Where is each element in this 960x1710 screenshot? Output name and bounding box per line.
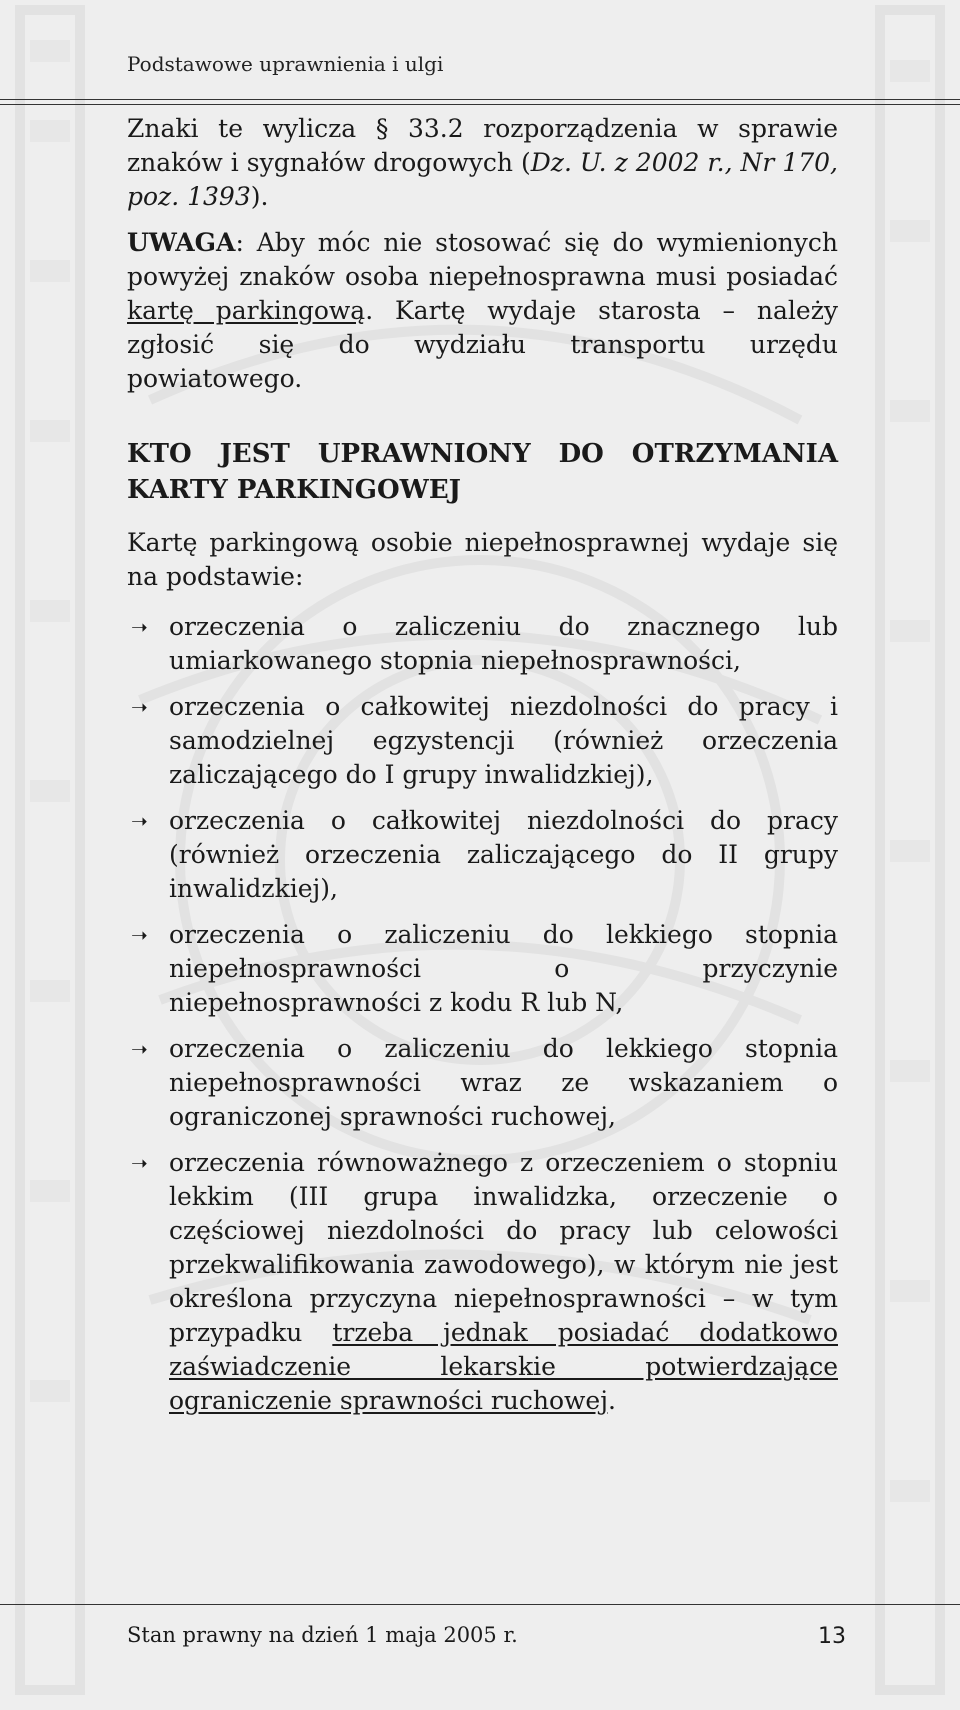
paragraph-signs (127, 112, 838, 214)
list-item (127, 1032, 838, 1134)
arrow-right-icon: ➝ (131, 809, 148, 833)
list-item (127, 690, 838, 792)
list-item (127, 610, 838, 678)
header-rule (0, 99, 960, 100)
arrow-right-icon: ➝ (131, 923, 148, 947)
paragraph-text: . Kartę wydaje starosta – należy zgłosić się do wydziału transportu urzędu powiatowego. (127, 296, 838, 393)
arrow-right-icon: ➝ (131, 695, 148, 719)
list-item (127, 1146, 838, 1418)
list-item-text: orzeczenia o zaliczeniu do znacznego lub umiarkowanego stopnia niepełnosprawności, (169, 612, 838, 675)
arrow-right-icon: ➝ (131, 1151, 148, 1175)
note-label: UWAGA (127, 228, 236, 257)
paragraph-note (127, 226, 838, 396)
list-item-text: orzeczenia o zaliczeniu do lekkiego stopnia niepełnosprawności o przyczynie niepełnosprawności z kodu R lub N, (169, 920, 838, 1017)
list-item-text: . (607, 1386, 616, 1415)
paragraph-text: : Aby móc nie stosować się do wymienionych powyżej znaków osoba niepełnosprawna musi posiadać (127, 228, 838, 291)
arrow-right-icon: ➝ (131, 615, 148, 639)
header-rule-thin (0, 104, 960, 105)
main-content (127, 112, 838, 1430)
running-header: Podstawowe uprawnienia i ulgi (127, 52, 444, 76)
paragraph-text: ). (250, 182, 269, 211)
section-intro: Kartę parkingową osobie niepełnosprawnej wydaje się na podstawie: (127, 528, 838, 591)
underlined-requirement: trzeba jednak posiadać dodatkowo zaświadczenie lekarskie potwierdzające ograniczenie sprawności ruchowej (169, 1318, 838, 1415)
page-number: 13 (818, 1624, 846, 1649)
paragraph-text: Znaki te wylicza § 33.2 rozporządzenia w sprawie znaków i sygnałów drogowych ( (127, 114, 838, 177)
eligibility-list (127, 610, 838, 1418)
legal-status-footer: Stan prawny na dzień 1 maja 2005 r. (127, 1623, 518, 1647)
list-item (127, 804, 838, 906)
underlined-term: kartę parkingową (127, 296, 366, 325)
list-item-text: orzeczenia o zaliczeniu do lekkiego stopnia niepełnosprawności wraz ze wskazaniem o ograniczonej sprawności ruchowej, (169, 1034, 838, 1131)
list-item-text: orzeczenia o całkowitej niezdolności do pracy i samodzielnej egzystencji (również orzeczenia zaliczającego do I grupy inwalidzkiej), (169, 692, 838, 789)
arrow-right-icon: ➝ (131, 1037, 148, 1061)
list-item (127, 918, 838, 1020)
list-item-text: orzeczenia o całkowitej niezdolności do pracy (również orzeczenia zaliczającego do II grupy inwalidzkiej), (169, 806, 838, 903)
section-heading: KTO JEST UPRAWNIONY DO OTRZYMANIA KARTY PARKINGOWEJ (127, 439, 838, 505)
list-item-text: orzeczenia równoważnego z orzeczeniem o stopniu lekkim (III grupa inwalidzka, orzeczenie o częściowej niezdolności do pracy lub celowości przekwalifikowania zawodowego), w którym nie jest określona przyczyna niepełnosprawności – w tym przypadku (169, 1148, 838, 1347)
legal-citation: Dz. U. z 2002 r., Nr 170, poz. 1393 (127, 148, 838, 211)
footer-rule (0, 1604, 960, 1605)
